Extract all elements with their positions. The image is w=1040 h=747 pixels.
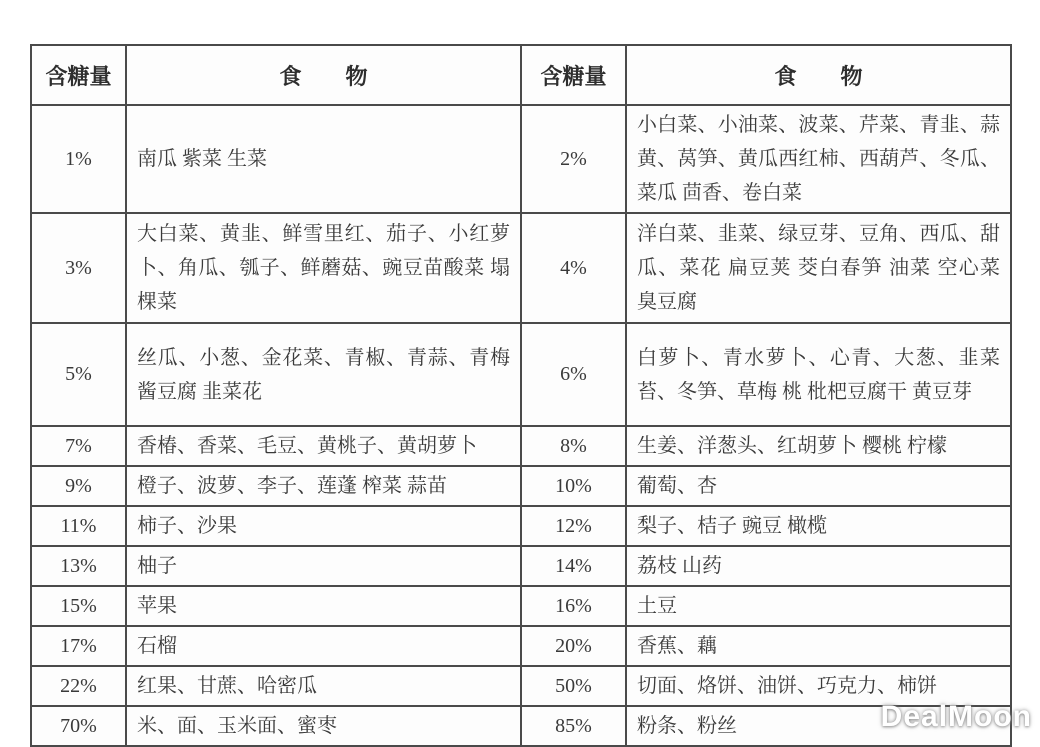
sugar-content-table-container [30, 44, 1012, 747]
table-row [31, 506, 1011, 546]
table-row [31, 105, 1011, 213]
table-row [31, 426, 1011, 466]
food-list-cell: 白萝卜、青水萝卜、心青、大葱、韭菜苔、冬笋、草梅 桃 枇杷豆腐干 黄豆芽 [626, 323, 1011, 426]
food-list-cell: 香椿、香菜、毛豆、黄桃子、黄胡萝卜 [126, 426, 521, 466]
sugar-percentage-cell: 22% [31, 666, 126, 706]
sugar-percentage-cell: 3% [31, 213, 126, 323]
food-list-cell: 大白菜、黄韭、鲜雪里红、茄子、小红萝卜、角瓜、瓠子、鲜蘑菇、豌豆苗酸菜 塌棵菜 [126, 213, 521, 323]
food-list-cell: 粉条、粉丝 [626, 706, 1011, 746]
food-list-cell: 红果、甘蔗、哈密瓜 [126, 666, 521, 706]
food-list-cell: 石榴 [126, 626, 521, 666]
table-row [31, 466, 1011, 506]
food-list-cell: 南瓜 紫菜 生菜 [126, 105, 521, 213]
sugar-percentage-cell: 11% [31, 506, 126, 546]
food-list-cell: 生姜、洋葱头、红胡萝卜 樱桃 柠檬 [626, 426, 1011, 466]
sugar-percentage-cell: 17% [31, 626, 126, 666]
sugar-percentage-cell: 6% [521, 323, 626, 426]
food-list-cell: 荔枝 山药 [626, 546, 1011, 586]
header-sugar-content-left: 含糖量 [31, 45, 126, 105]
food-list-cell: 小白菜、小油菜、波菜、芹菜、青韭、蒜黄、莴笋、黄瓜西红柿、西葫芦、冬瓜、菜瓜 茴香、卷白菜 [626, 105, 1011, 213]
dealmoon-watermark: DealMoon [880, 700, 1032, 733]
food-list-cell: 梨子、桔子 豌豆 橄榄 [626, 506, 1011, 546]
table-row [31, 666, 1011, 706]
header-row [31, 45, 1011, 105]
table-row [31, 586, 1011, 626]
sugar-percentage-cell: 7% [31, 426, 126, 466]
food-list-cell: 橙子、波萝、李子、莲蓬 榨菜 蒜苗 [126, 466, 521, 506]
sugar-percentage-cell: 5% [31, 323, 126, 426]
table-row [31, 546, 1011, 586]
food-list-cell: 香蕉、藕 [626, 626, 1011, 666]
food-list-cell: 柚子 [126, 546, 521, 586]
sugar-percentage-cell: 13% [31, 546, 126, 586]
header-sugar-content-right: 含糖量 [521, 45, 626, 105]
sugar-percentage-cell: 1% [31, 105, 126, 213]
sugar-content-table [30, 44, 1012, 747]
table-header [31, 45, 1011, 105]
sugar-percentage-cell: 16% [521, 586, 626, 626]
table-row [31, 323, 1011, 426]
table-row [31, 706, 1011, 746]
sugar-percentage-cell: 70% [31, 706, 126, 746]
food-list-cell: 米、面、玉米面、蜜枣 [126, 706, 521, 746]
sugar-percentage-cell: 12% [521, 506, 626, 546]
header-food-right: 食 物 [626, 45, 1011, 105]
sugar-percentage-cell: 85% [521, 706, 626, 746]
header-food-left: 食 物 [126, 45, 521, 105]
sugar-percentage-cell: 9% [31, 466, 126, 506]
table-row [31, 213, 1011, 323]
table-row [31, 626, 1011, 666]
sugar-percentage-cell: 20% [521, 626, 626, 666]
food-list-cell: 丝瓜、小葱、金花菜、青椒、青蒜、青梅 酱豆腐 韭菜花 [126, 323, 521, 426]
sugar-percentage-cell: 15% [31, 586, 126, 626]
sugar-percentage-cell: 8% [521, 426, 626, 466]
food-list-cell: 切面、烙饼、油饼、巧克力、柿饼 [626, 666, 1011, 706]
sugar-percentage-cell: 10% [521, 466, 626, 506]
sugar-percentage-cell: 4% [521, 213, 626, 323]
sugar-percentage-cell: 2% [521, 105, 626, 213]
food-list-cell: 苹果 [126, 586, 521, 626]
food-list-cell: 葡萄、杏 [626, 466, 1011, 506]
table-body [31, 105, 1011, 746]
food-list-cell: 洋白菜、韭菜、绿豆芽、豆角、西瓜、甜瓜、菜花 扁豆荚 茭白春笋 油菜 空心菜 臭豆腐 [626, 213, 1011, 323]
food-list-cell: 土豆 [626, 586, 1011, 626]
sugar-percentage-cell: 50% [521, 666, 626, 706]
sugar-percentage-cell: 14% [521, 546, 626, 586]
food-list-cell: 柿子、沙果 [126, 506, 521, 546]
